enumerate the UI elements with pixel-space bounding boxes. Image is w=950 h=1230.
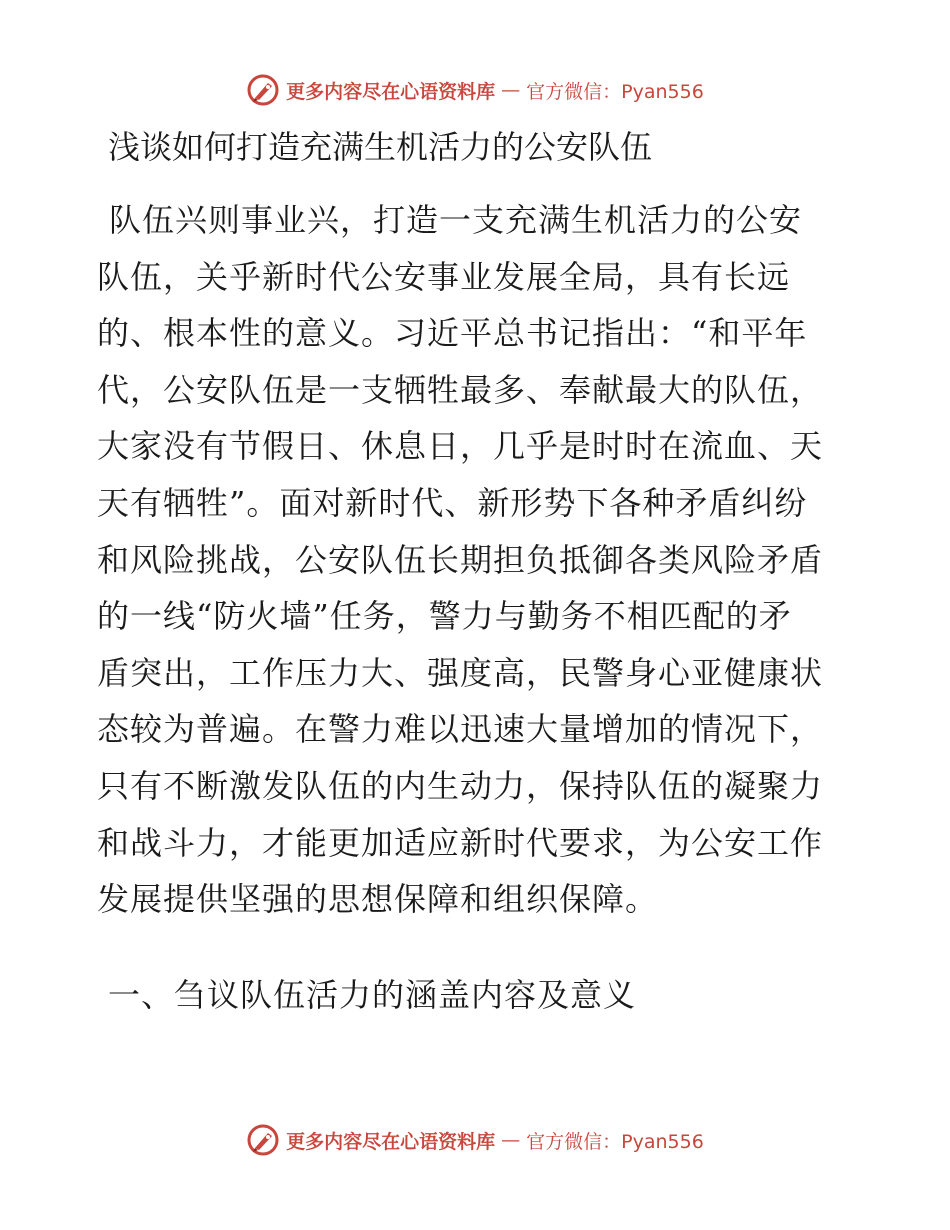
- paragraph-line: 的、根本性的意义。习近平总书记指出：“和平年: [97, 314, 808, 353]
- paragraph-line: 态较为普遍。在警力难以迅速大量增加的情况下，: [97, 710, 824, 749]
- pen-logo-icon: [246, 1123, 280, 1157]
- banner-wechat-text: 官方微信：Pyan556: [526, 80, 704, 103]
- header-banner: [0, 68, 950, 112]
- paragraph-line: 盾突出，工作压力大、强度高，民警身心亚健康状: [97, 653, 824, 692]
- document-paragraph: [97, 192, 857, 928]
- paragraph-line: 发展提供坚强的思想保障和组织保障。: [97, 880, 659, 919]
- banner-site-text: 更多内容尽在心语资料库: [286, 80, 496, 103]
- pen-logo-icon: [246, 73, 280, 107]
- banner-dash: —: [501, 1129, 521, 1151]
- banner-content: [246, 73, 704, 107]
- footer-banner: [0, 1118, 950, 1162]
- banner-content: [246, 1123, 704, 1157]
- paragraph-line: 的一线“防火墙”任务，警力与勤务不相匹配的矛: [97, 597, 792, 636]
- paragraph-line: 队伍兴则事业兴，打造一支充满生机活力的公安: [109, 201, 803, 239]
- paragraph-line: 和战斗力，才能更加适应新时代要求，为公安工作: [97, 823, 824, 862]
- document-title: 浅谈如何打造充满生机活力的公安队伍: [108, 128, 653, 166]
- paragraph-line: 队伍，关乎新时代公安事业发展全局，具有长远: [97, 257, 791, 296]
- paragraph-line: 只有不断激发队伍的内生动力，保持队伍的凝聚力: [97, 766, 824, 805]
- paragraph-line: 天有牺牲”。面对新时代、新形势下各种矛盾纠纷: [97, 483, 808, 522]
- banner-wechat-text: 官方微信：Pyan556: [526, 1130, 704, 1153]
- paragraph-line: 和风险挑战，公安队伍长期担负抵御各类风险矛盾: [97, 540, 824, 579]
- banner-site-text: 更多内容尽在心语资料库: [286, 1130, 496, 1153]
- paragraph-line: 大家没有节假日、休息日，几乎是时时在流血、天: [97, 427, 824, 466]
- paragraph-line: 代，公安队伍是一支牺牲最多、奉献最大的队伍，: [97, 370, 824, 409]
- banner-dash: —: [501, 79, 521, 101]
- section-heading: 一、刍议队伍活力的涵盖内容及意义: [108, 976, 637, 1014]
